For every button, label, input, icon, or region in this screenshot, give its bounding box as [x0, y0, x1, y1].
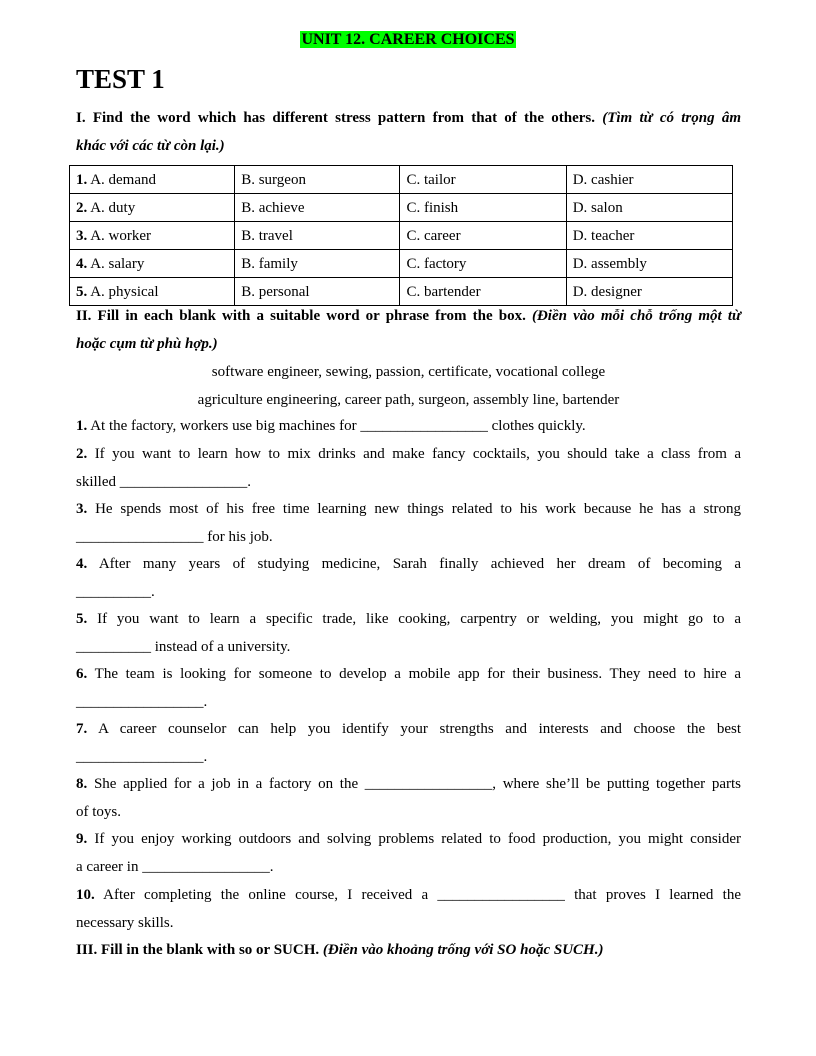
question-text: The team is looking for someone to develop a mobile app for their business. They need to hire a: [94, 666, 741, 682]
question-number: 5.: [76, 283, 88, 300]
question-text-continued: __________ instead of a university.: [76, 638, 291, 655]
option-text: C. tailor: [406, 171, 456, 188]
question-text-continued: a career in _________________.: [76, 858, 274, 875]
option-text: D. designer: [572, 283, 642, 300]
question-number: 2.: [76, 446, 88, 462]
option-cell-b: [235, 194, 400, 222]
option-text: B. family: [241, 255, 298, 272]
option-cell-c: [400, 166, 566, 194]
question-number: 7.: [76, 721, 88, 737]
option-text: D. assembly: [572, 255, 647, 272]
option-text: C. factory: [406, 255, 467, 272]
question-text: At the factory, workers use big machines for _________________ clothes quickly.: [90, 418, 586, 434]
question-item: [76, 882, 741, 937]
unit-title: UNIT 12. CAREER CHOICES: [301, 31, 515, 48]
question-text: She applied for a job in a factory on the _________________, where she’ll be putting together parts: [93, 776, 742, 792]
option-text: B. personal: [241, 283, 310, 300]
question-text: If you want to learn a specific trade, like cooking, carpentry or welding, you might go to a: [97, 611, 741, 627]
option-text: B. achieve: [241, 199, 305, 216]
question-item: [76, 826, 741, 881]
question-text: If you want to learn how to mix drinks and make fancy cocktails, you should take a class from a: [94, 446, 742, 462]
question-item: [76, 551, 741, 606]
question-text: A career counselor can help you identify your strengths and interests and choose the best: [98, 721, 741, 737]
option-cell-c: [400, 278, 566, 306]
question-text: After completing the online course, I received a _________________ that proves I learned the: [103, 887, 741, 903]
question-text-continued: of toys.: [76, 803, 121, 820]
option-text: D. cashier: [572, 171, 634, 188]
question-number: 4.: [76, 556, 88, 572]
question-number: 10.: [76, 887, 95, 903]
option-text: D. teacher: [572, 227, 635, 244]
table-row: [70, 194, 733, 222]
table-row: [70, 166, 733, 194]
question-text-continued: skilled _________________.: [76, 473, 251, 490]
question-text: He spends most of his free time learning new things related to his work because he has a strong: [95, 501, 741, 517]
option-text: B. travel: [241, 227, 293, 244]
option-text: C. bartender: [406, 283, 481, 300]
table-row: [70, 250, 733, 278]
option-text: B. surgeon: [241, 171, 306, 188]
word-box-line-1: software engineer, sewing, passion, certificate, vocational college: [211, 364, 606, 380]
option-cell-c: [400, 222, 566, 250]
option-text: A. physical: [90, 283, 159, 300]
option-cell-d: [566, 166, 732, 194]
option-cell-a: [70, 278, 235, 306]
option-cell-a: [70, 166, 235, 194]
question-number: 4.: [76, 255, 88, 272]
word-box-line-2: agriculture engineering, career path, surgeon, assembly line, bartender: [197, 392, 620, 408]
option-text: A. demand: [90, 171, 157, 188]
test-title: TEST 1: [76, 64, 165, 94]
question-item: [76, 496, 741, 551]
question-text-continued: necessary skills.: [76, 914, 174, 931]
question-item: [76, 413, 741, 441]
question-number: 9.: [76, 831, 88, 847]
question-text-continued: _________________.: [76, 693, 208, 710]
question-number: 6.: [76, 666, 88, 682]
question-text-continued: _________________.: [76, 748, 208, 765]
option-cell-d: [566, 194, 732, 222]
question-number: 3.: [76, 501, 88, 517]
option-cell-a: [70, 250, 235, 278]
question-item: [76, 716, 741, 771]
option-cell-d: [566, 222, 732, 250]
option-text: A. salary: [90, 255, 145, 272]
question-item: [76, 661, 741, 716]
question-text-continued: _________________ for his job.: [76, 528, 273, 545]
question-number: 8.: [76, 776, 88, 792]
table-row: [70, 222, 733, 250]
option-cell-d: [566, 278, 732, 306]
question-number: 5.: [76, 611, 88, 627]
option-cell-c: [400, 194, 566, 222]
stress-pattern-table: [69, 165, 733, 306]
question-number: 1.: [76, 418, 88, 434]
question-item: [76, 441, 741, 496]
section3-heading: III. Fill in the blank with so or SUCH. (Điền vào khoảng trống với SO hoặc SUCH.): [76, 942, 604, 958]
question-item: [76, 606, 741, 661]
section2-heading: II. Fill in each blank with a suitable word or phrase from the box. (Điền vào mỗi chỗ trống một từ hoặc cụm từ phù hợp.): [76, 308, 741, 352]
option-cell-c: [400, 250, 566, 278]
question-text: After many years of studying medicine, Sarah finally achieved her dream of becoming a: [98, 556, 741, 572]
option-cell-b: [235, 222, 400, 250]
question-number: 2.: [76, 199, 88, 216]
question-number: 1.: [76, 171, 88, 188]
option-cell-d: [566, 250, 732, 278]
table-row: [70, 278, 733, 306]
option-text: A. duty: [90, 199, 136, 216]
option-text: D. salon: [572, 199, 623, 216]
question-item: [76, 771, 741, 826]
option-cell-b: [235, 250, 400, 278]
option-cell-a: [70, 194, 235, 222]
option-cell-a: [70, 222, 235, 250]
option-cell-b: [235, 166, 400, 194]
question-number: 3.: [76, 227, 88, 244]
option-text: C. career: [406, 227, 461, 244]
option-text: A. worker: [90, 227, 152, 244]
question-text-continued: __________.: [76, 583, 155, 600]
question-text: If you enjoy working outdoors and solving problems related to food production, you might consider: [94, 831, 741, 847]
option-cell-b: [235, 278, 400, 306]
section1-heading: I. Find the word which has different stress pattern from that of the others. (Tìm từ có trọng âm khác với các từ còn lại.): [76, 110, 741, 154]
option-text: C. finish: [406, 199, 459, 216]
